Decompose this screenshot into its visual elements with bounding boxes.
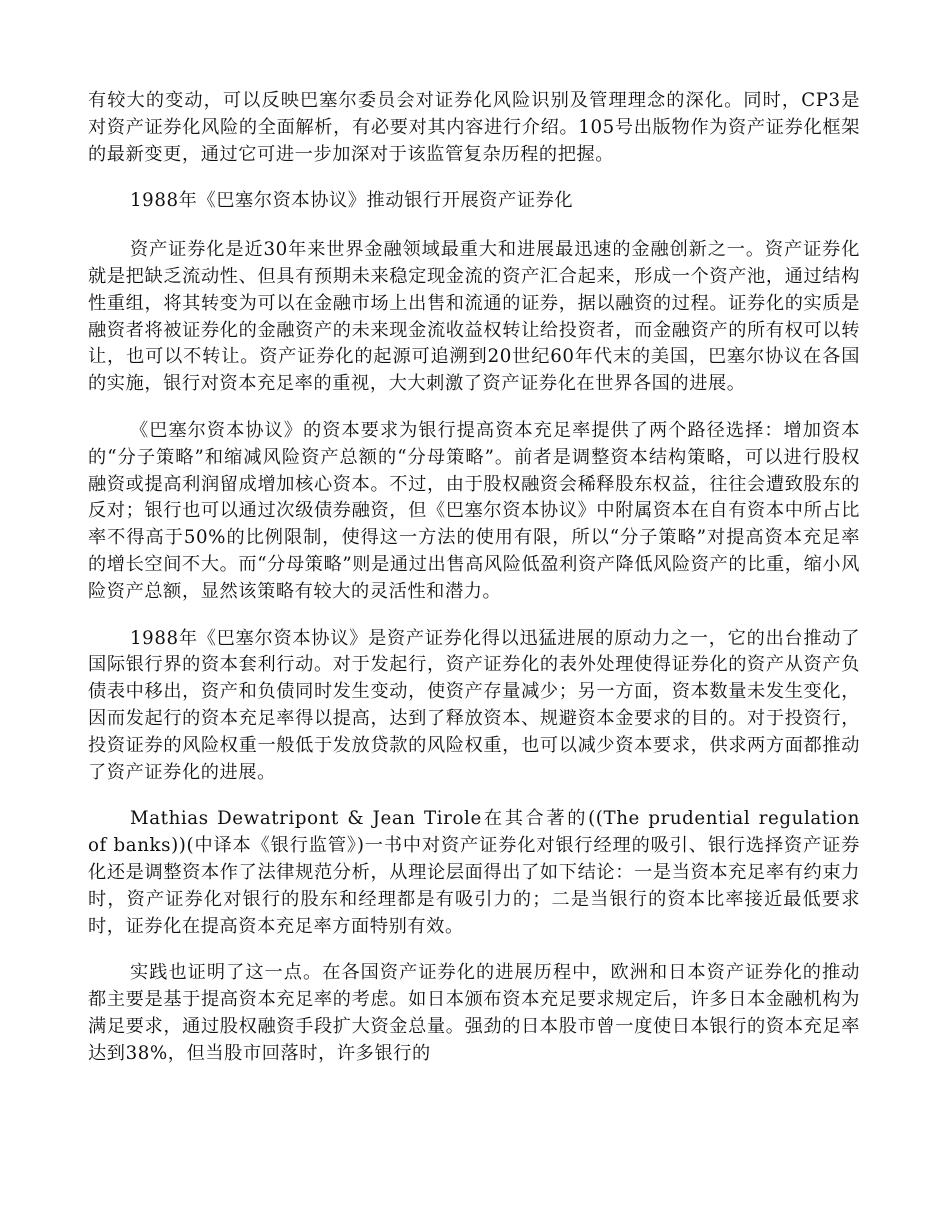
paragraph-practice-evidence: 实践也证明了这一点。在各国资产证券化的进展历程中，欧洲和日本资产证券化的推动都主要是基于提高资本充足率的考虑。如日本颁布资本充足要求规定后，许多日本金融机构为满足要求，通过股权融资手段扩大资金总量。强劲的日本股市曾一度使日本银行的资本充足率达到38%，但当股市回落时，许多银行的 xyxy=(88,962,860,1064)
paragraph-1988-accord-driver: 1988年《巴塞尔资本协议》是资产证券化得以迅猛进展的原动力之一，它的出台推动了国际银行界的资本套利行动。对于发起行，资产证券化的表外处理使得证券化的资产从资产负债表中移出，资产和负债同时发生变动，使资产存量减少；另一方面，资本数量未发生变化，因而发起行的资本充足率得以提高，达到了释放资本、规避资本金要求的目的。对于投资行，投资证券的风险权重一般低于发放贷款的风险权重，也可以减少资本要求，供求两方面都推动了资产证券化的进展。 xyxy=(88,627,860,783)
paragraph-dewatripont-tirole: Mathias Dewatripont & Jean Tirole在其合著的((The prudential regulation of banks))(中译本《银行监管》)一书中对资产证券化对银行经理的吸引、银行选择资产证券化还是调整资本作了法律规范分析，从理论层面得出了如下结论：一是当资本充足率有约束力时，资产证券化对银行的股东和经理都是有吸引力的；二是当银行的资本比率接近最低要求时，证券化在提高资本充足率方面特别有效。 xyxy=(88,808,860,937)
paragraph-capital-strategies: 《巴塞尔资本协议》的资本要求为银行提高资本充足率提供了两个路径选择：增加资本的“分子策略”和缩减风险资产总额的“分母策略”。前者是调整资本结构策略，可以进行股权融资或提高利润留成增加核心资本。不过，由于股权融资会稀释股东权益，往往会遭致股东的反对；银行也可以通过次级债券融资，但《巴塞尔资本协议》中附属资本在自有资本中所占比率不得高于50%的比例限制，使得这一方法的使用有限，所以“分子策略”对提高资本充足率的增长空间不大。而“分母策略”则是通过出售高风险低盈利资产降低风险资产的比重，缩小风险资产总额，显然该策略有较大的灵活性和潜力。 xyxy=(88,419,860,602)
paragraph-intro-continuation: 有较大的变动，可以反映巴塞尔委员会对证券化风险识别及管理理念的深化。同时，CP3是对资产证券化风险的全面解析，有必要对其内容进行介绍。105号出版物作为资产证券化框架的最新变更，通过它可进一步加深对于该监管复杂历程的把握。 xyxy=(88,90,860,165)
paragraph-securitization-definition: 资产证券化是近30年来世界金融领域最重大和进展最迅速的金融创新之一。资产证券化就是把缺乏流动性、但具有预期未来稳定现金流的资产汇合起来，形成一个资产池，通过结构性重组，将其转变为可以在金融市场上出售和流通的证券，据以融资的过程。证券化的实质是融资者将被证券化的金融资产的未来现金流收益权转让给投资者，而金融资产的所有权可以转让，也可以不转让。资产证券化的起源可追溯到20世纪60年代末的美国，巴塞尔协议在各国的实施，银行对资本充足率的重视，大大刺激了资产证券化在世界各国的进展。 xyxy=(88,239,860,395)
document-page xyxy=(88,88,860,1088)
section-heading: 1988年《巴塞尔资本协议》推动银行开展资产证券化 xyxy=(130,190,574,212)
